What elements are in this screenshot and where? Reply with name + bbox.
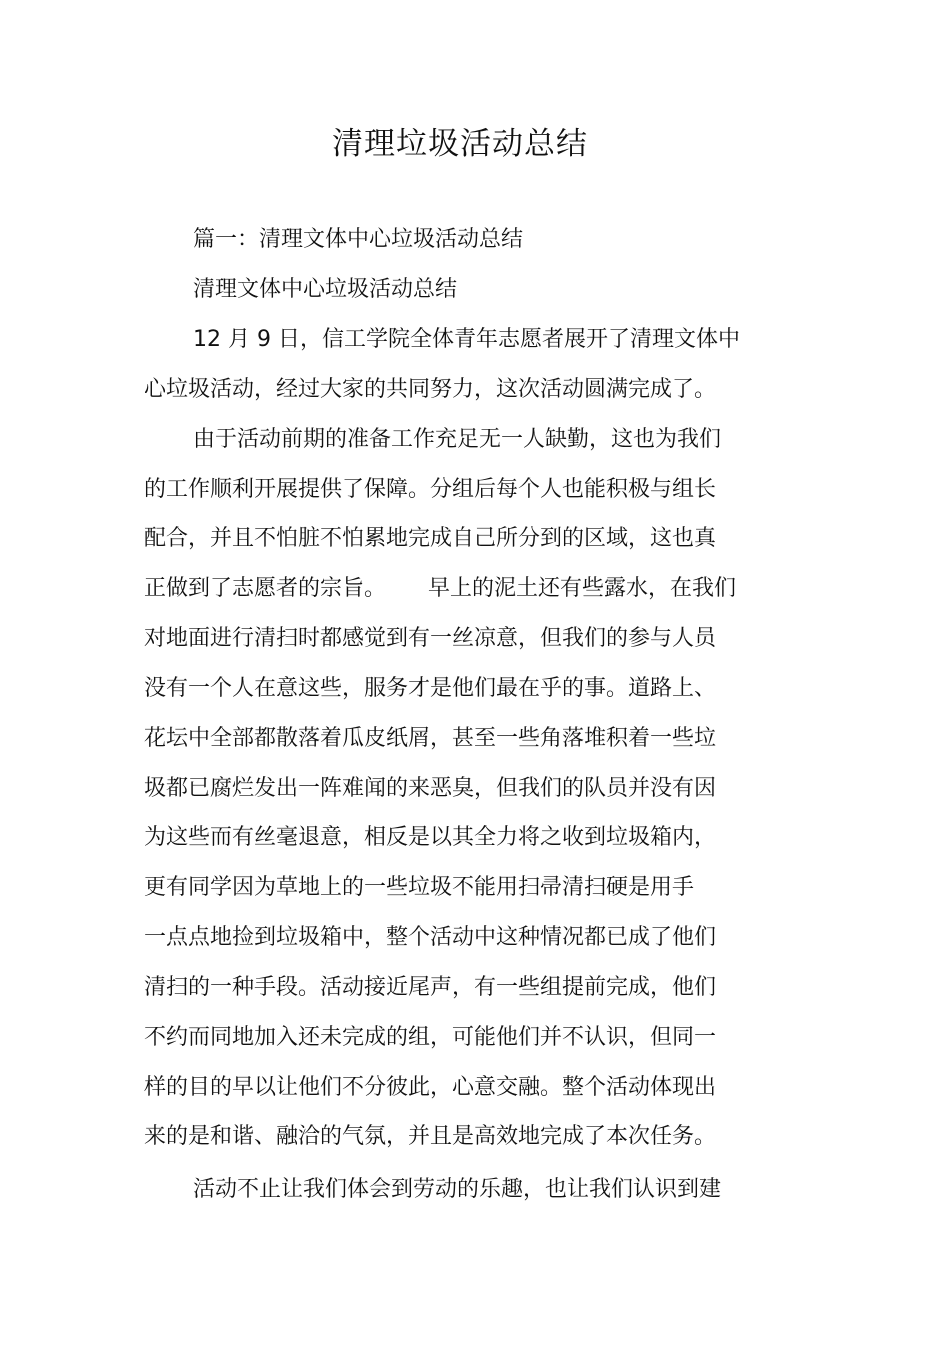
- paragraph-line: 的工作顺利开展提供了保障。分组后每个人也能积极与组长: [144, 477, 717, 502]
- paragraph-line: 一点点地捡到垃圾箱中，整个活动中这种情况都已成了他们: [144, 925, 717, 950]
- paragraph-line: 花坛中全部都散落着瓜皮纸屑，甚至一些角落堆积着一些垃: [144, 726, 717, 751]
- paragraph-line: 活动不止让我们体会到劳动的乐趣，也让我们认识到建: [193, 1177, 722, 1202]
- article-subtitle: 清理文体中心垃圾活动总结: [193, 277, 458, 302]
- paragraph-line: 来的是和谐、融洽的气氛，并且是高效地完成了本次任务。: [144, 1124, 717, 1149]
- paragraph-line: 样的目的早以让他们不分彼此，心意交融。整个活动体现出: [144, 1075, 717, 1100]
- paragraph-line: 为这些而有丝毫退意，相反是以其全力将之收到垃圾箱内，: [144, 825, 717, 850]
- document-title: 清理垃圾活动总结: [332, 126, 588, 162]
- section-heading: 篇一：清理文体中心垃圾活动总结: [193, 227, 524, 252]
- paragraph-line: 心垃圾活动，经过大家的共同努力，这次活动圆满完成了。: [144, 377, 717, 402]
- paragraph-line: 没有一个人在意这些，服务才是他们最在乎的事。道路上、: [144, 676, 717, 701]
- paragraph-line: 12 月 9 日，信工学院全体青年志愿者展开了清理文体中: [193, 327, 740, 352]
- paragraph-line: 配合，并且不怕脏不怕累地完成自己所分到的区域，这也真: [144, 526, 717, 551]
- paragraph-line: 更有同学因为草地上的一些垃圾不能用扫帚清扫硬是用手: [144, 875, 695, 900]
- paragraph-line: 由于活动前期的准备工作充足无一人缺勤，这也为我们: [193, 427, 722, 452]
- paragraph-line: 正做到了志愿者的宗旨。 早上的泥土还有些露水，在我们: [144, 576, 736, 601]
- paragraph-line: 不约而同地加入还未完成的组，可能他们并不认识，但同一: [144, 1025, 717, 1050]
- paragraph-line: 圾都已腐烂发出一阵难闻的来恶臭，但我们的队员并没有因: [144, 776, 717, 801]
- paragraph-line: 对地面进行清扫时都感觉到有一丝凉意，但我们的参与人员: [144, 626, 717, 651]
- paragraph-line: 清扫的一种手段。活动接近尾声，有一些组提前完成，他们: [144, 975, 717, 1000]
